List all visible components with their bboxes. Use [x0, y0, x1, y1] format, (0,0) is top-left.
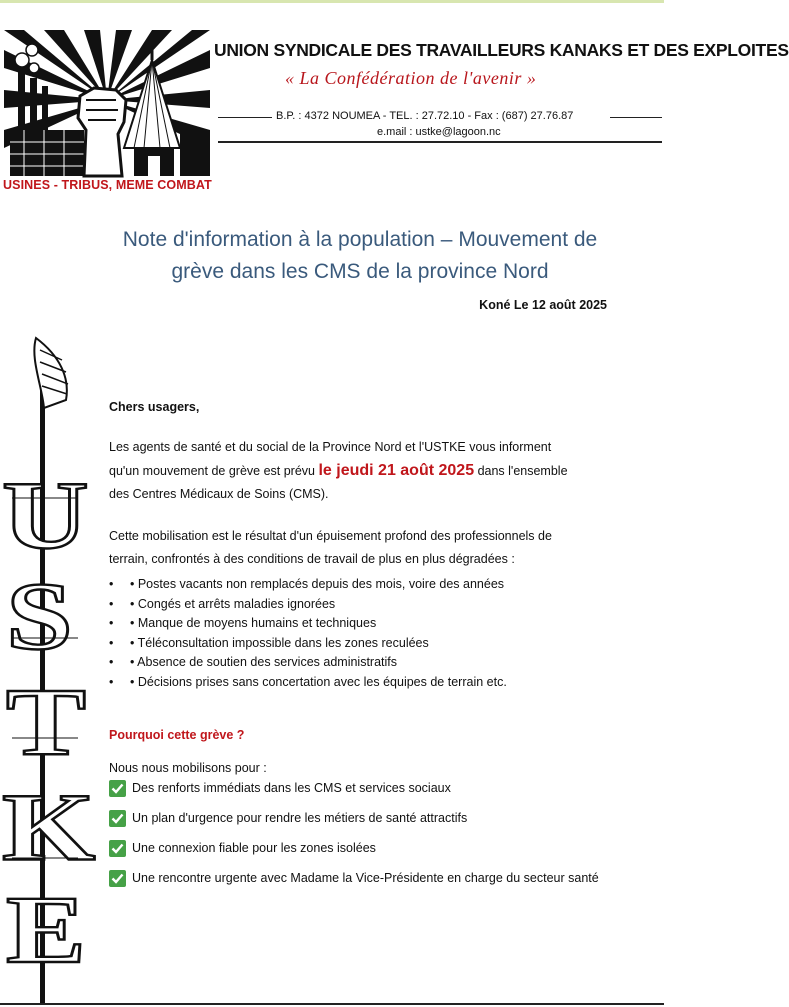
list-item-text: Une rencontre urgente avec Madame la Vice-Présidente en charge du secteur santé [132, 871, 599, 885]
demands-list [109, 777, 619, 899]
svg-text:T: T [6, 668, 87, 776]
list-item-text: • Postes vacants non remplacés depuis des mois, voire des années [130, 577, 505, 591]
list-item [109, 595, 629, 615]
bullet-icon: • [109, 635, 114, 650]
list-item-text: • Manque de moyens humains et techniques [130, 616, 377, 630]
title-line-2: grève dans les CMS de la province Nord [171, 260, 549, 283]
para2-line1: Cette mobilisation est le résultat d'un épuisement profond des professionnels de [109, 529, 552, 543]
title-line-1: Note d'information à la population – Mouvement de [122, 228, 598, 251]
list-item-text: Un plan d'urgence pour rendre les métiers de santé attractifs [132, 811, 468, 825]
dateline: Koné Le 12 août 2025 [479, 298, 607, 312]
contact-line [218, 110, 662, 124]
org-motto: « La Confédération de l'avenir » [285, 68, 537, 88]
para1-text-before: qu'un mouvement de grève est prévu [109, 464, 315, 478]
list-item [109, 869, 619, 888]
list-item [109, 653, 629, 673]
svg-text:U: U [2, 461, 89, 569]
org-name: UNION SYNDICALE DES TRAVAILLEURS KANAKS ET DES EXPLOITES [214, 40, 789, 60]
contact-text: B.P. : 4372 NOUMEA - TEL. : 27.72.10 - Fax : (687) 27.76.87 [276, 110, 574, 122]
bullet-icon: • [109, 616, 114, 630]
list-item-text: • Absence de soutien des services administratifs [130, 655, 398, 669]
para1-line3: des Centres Médicaux de Soins (CMS). [109, 487, 329, 501]
para1-line1: Les agents de santé et du social de la Province Nord et l'USTKE vous informent [109, 440, 552, 454]
para1-text-after: dans l'ensemble [477, 464, 568, 478]
page-title [60, 224, 660, 288]
svg-text:S: S [6, 562, 73, 670]
list-item [109, 575, 629, 595]
check-icon [109, 810, 126, 827]
ustke-logo [4, 30, 210, 178]
bullet-icon: • [109, 655, 114, 669]
list-item [109, 673, 629, 693]
contact-rule-right [610, 117, 662, 118]
strike-date: le jeudi 21 août 2025 [318, 462, 475, 479]
check-icon [109, 870, 126, 887]
header-rule [218, 141, 662, 143]
list-item-text: • Congés et arrêts maladies ignorées [130, 596, 336, 611]
contact-email: e.mail : ustke@lagoon.nc [377, 126, 501, 138]
greeting: Chers usagers, [109, 400, 200, 414]
demands-intro: Nous nous mobilisons pour : [109, 761, 267, 775]
svg-text:E: E [6, 876, 87, 984]
list-item [109, 634, 629, 654]
list-item [109, 839, 619, 858]
list-item [109, 779, 619, 798]
paragraph-context [109, 525, 609, 571]
top-border [0, 0, 664, 3]
para2-line2: terrain, confrontés à des conditions de travail de plus en plus dégradées : [109, 552, 515, 566]
logo-slogan: USINES - TRIBUS, MEME COMBAT [3, 178, 212, 192]
check-icon [109, 840, 126, 857]
grievance-list [109, 575, 629, 692]
para1-line2 [109, 459, 609, 483]
section-heading-why: Pourquoi cette grève ? [109, 728, 245, 742]
bullet-icon: • [109, 596, 114, 611]
list-item-text: • Téléconsultation impossible dans les zones reculées [130, 635, 429, 650]
bottom-border [0, 1003, 664, 1005]
list-item-text: • Décisions prises sans concertation avec les équipes de terrain etc. [130, 674, 507, 689]
contact-rule-left [218, 117, 272, 118]
list-item-text: Une connexion fiable pour les zones isolées [132, 841, 376, 855]
paragraph-strike-announcement [109, 436, 609, 506]
bullet-icon: • [109, 674, 114, 689]
list-item [109, 809, 619, 828]
svg-text:K: K [2, 773, 96, 881]
bullet-icon: • [109, 577, 114, 591]
list-item [109, 614, 629, 634]
check-icon [109, 780, 126, 797]
list-item-text: Des renforts immédiats dans les CMS et services sociaux [132, 781, 451, 795]
ustke-spear-art [0, 338, 104, 1003]
